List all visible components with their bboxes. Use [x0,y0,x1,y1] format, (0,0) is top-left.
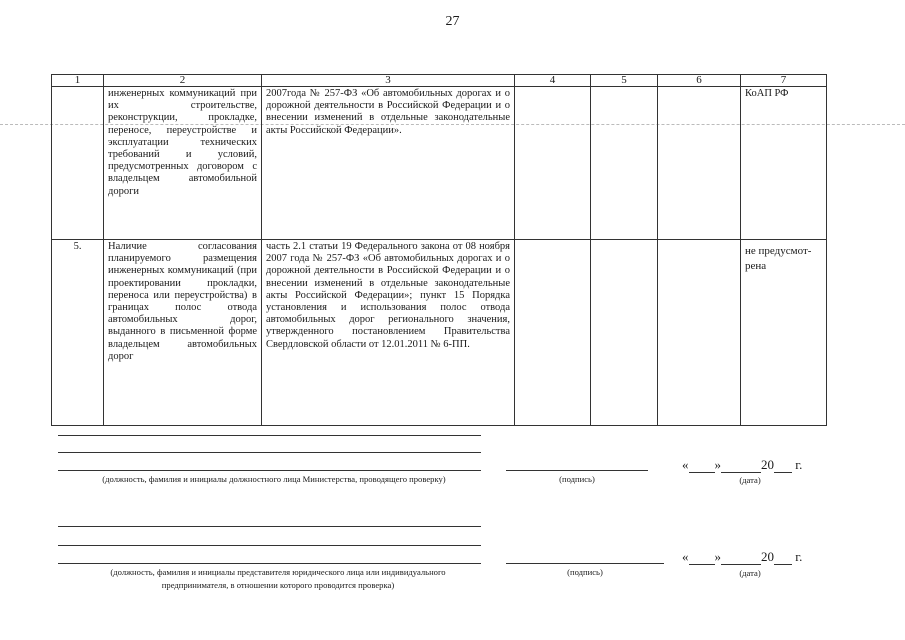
representative-date-field [682,549,802,565]
header-col-7: 7 [741,75,827,87]
inspector-date-field [682,457,802,473]
cell-col-6 [658,240,741,426]
header-col-1: 1 [52,75,104,87]
liability-text: не предусмот-рена [741,240,827,426]
date-month-blank [721,552,761,565]
date-suffix: г. [795,457,803,472]
cell-col-4 [515,87,591,240]
inspector-name-line-2 [58,452,481,453]
table-row [52,240,827,426]
table-row [52,87,827,240]
requirement-text: Наличие согласования планируемого размещения инженерных коммуникаций (при проектировании прокладки, переноса или переустройства) в границах полос отвода автомобильных дорог, выданного в письменной форме владельцем автомобильных дорог [104,240,262,426]
cell-col-5 [591,87,658,240]
date-suffix: г. [795,549,803,564]
legal-basis-text: 2007года № 257-ФЗ «Об автомобильных дорогах и о дорожной деятельности в Российской Федерации и о внесении изменений в отдельные законодательные акты Российской Федерации». [262,87,515,240]
liability-text: КоАП РФ [741,87,827,240]
date-month-blank [721,460,761,473]
date-open-quote: « [682,549,689,564]
inspector-name-line-1 [58,435,481,436]
representative-name-line-2 [58,545,481,546]
header-col-5: 5 [591,75,658,87]
date-year: 20 [761,457,774,472]
inspector-name-line-3 [58,470,481,471]
header-col-2: 2 [104,75,262,87]
header-col-6: 6 [658,75,741,87]
inspection-table [51,74,827,426]
requirement-text: инженерных коммуникаций при их строительстве, реконструкции, прокладке, переносе, переустройстве и эксплуатации технических требований и условий, предусмотренных договором с владельцем автомобильной дороги [104,87,262,240]
inspector-signature-line [506,470,648,471]
date-day-blank [689,460,715,473]
date-caption: (дата) [739,568,761,578]
signature-caption: (подпись) [567,567,603,577]
date-year-blank [774,552,792,565]
representative-name-line-3 [58,563,481,564]
date-caption: (дата) [739,475,761,485]
representative-caption-line-1: (должность, фамилия и инициалы представителя юридического лица или индивидуального [110,567,446,577]
date-day-blank [689,552,715,565]
header-col-4: 4 [515,75,591,87]
date-year: 20 [761,549,774,564]
date-open-quote: « [682,457,689,472]
row-number [52,87,104,240]
inspector-caption: (должность, фамилия и инициалы должностного лица Министерства, проводящего проверку) [102,474,446,484]
legal-basis-text: часть 2.1 статьи 19 Федерального закона от 08 ноября 2007 года № 257-ФЗ «Об автомобильных дорогах и о дорожной деятельности в Российской Федерации и о внесении изменений в отдельные законодательные акты Российской Федерации»; пункт 15 Порядка установления и использования полос отвода автомобильных дорог регионального значения, утвержденного постановлением Правительства Свердловской области от 12.01.2011 № 6-ПП. [262,240,515,426]
date-close-quote: » [714,549,721,564]
representative-name-line-1 [58,526,481,527]
date-close-quote: » [714,457,721,472]
row-number: 5. [52,240,104,426]
cell-col-5 [591,240,658,426]
header-row [52,75,827,87]
cell-col-4 [515,240,591,426]
header-col-3: 3 [262,75,515,87]
cell-col-6 [658,87,741,240]
representative-caption-line-2: предпринимателя, в отношении которого проводится проверка) [161,580,395,590]
signature-caption: (подпись) [559,474,595,484]
page-number: 27 [445,14,460,29]
date-year-blank [774,460,792,473]
representative-signature-line [506,563,664,564]
